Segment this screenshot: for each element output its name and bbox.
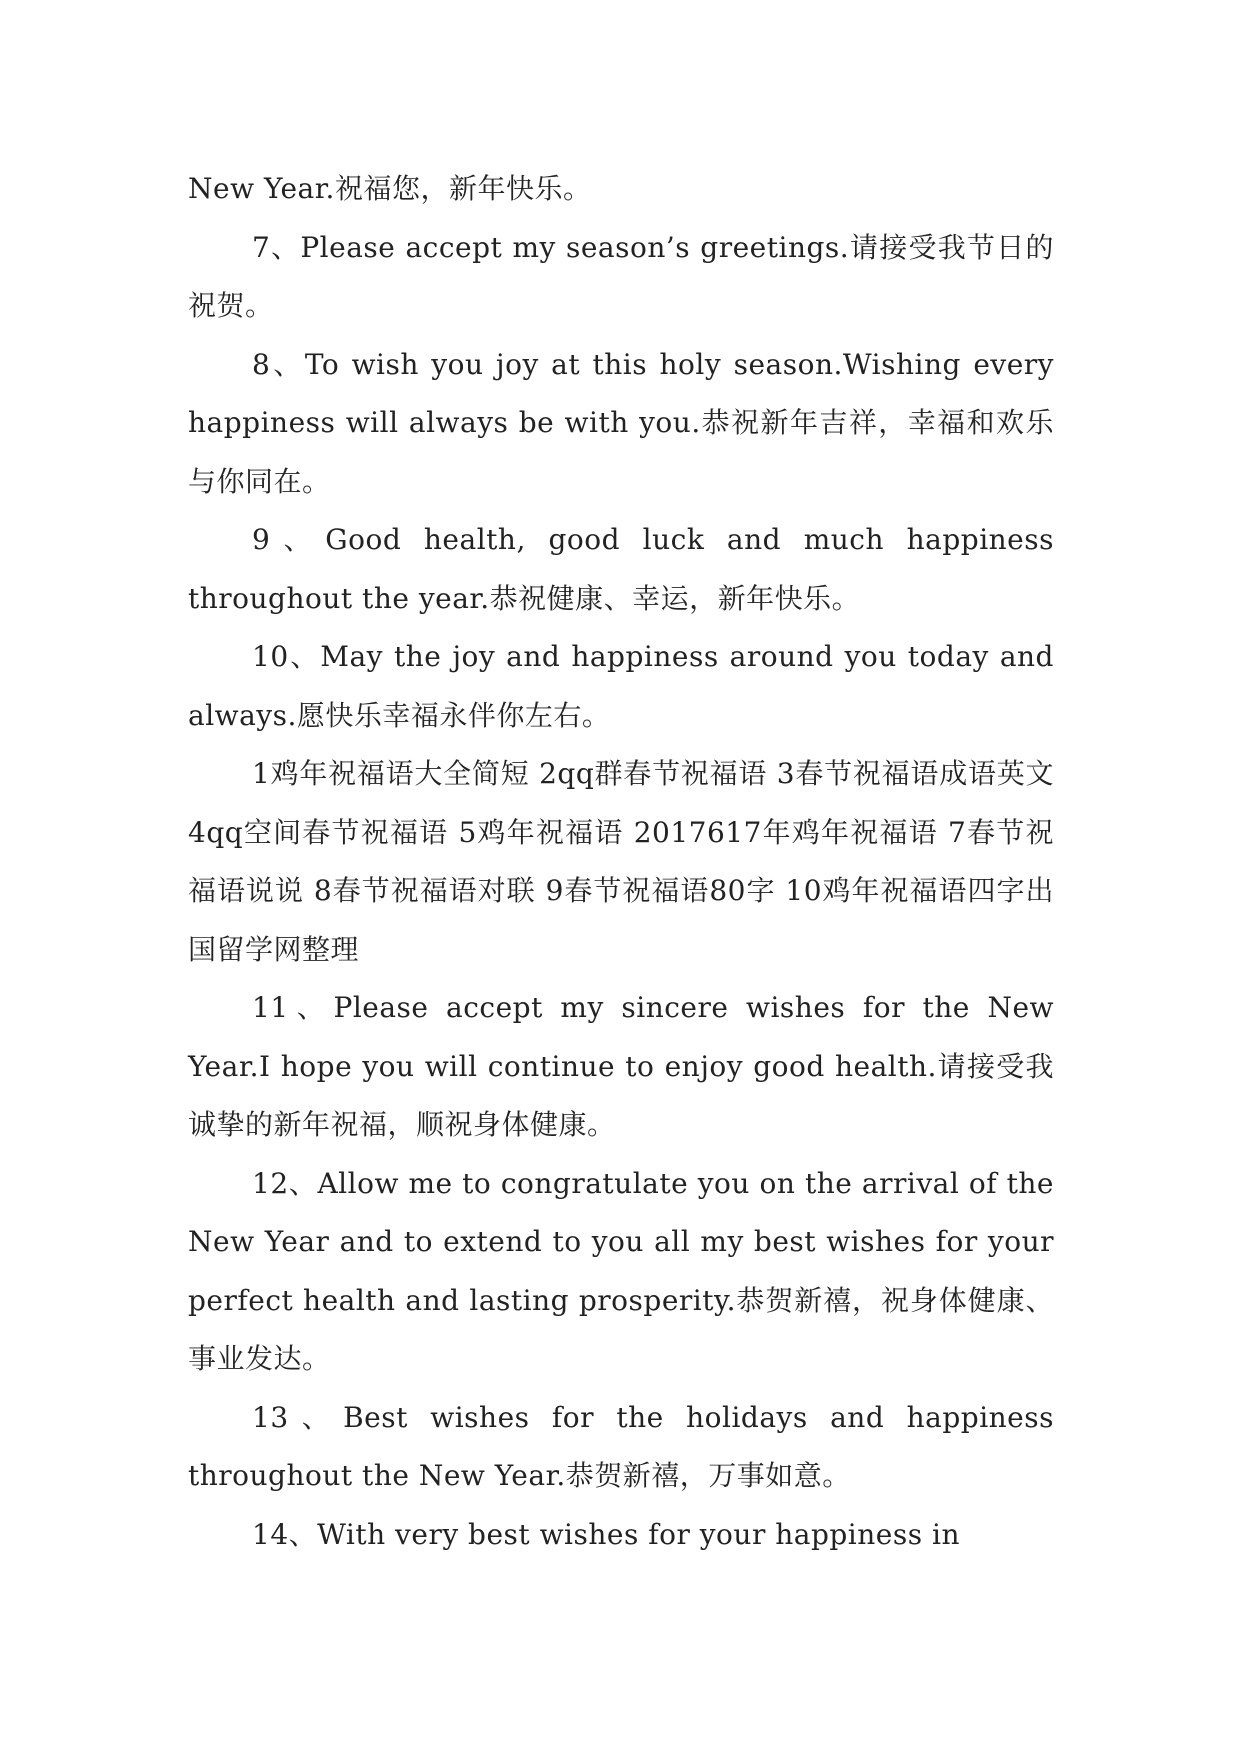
paragraph-greeting-11: 11、Please accept my sincere wishes for the New Year.I hope you will continue to enjoy good health.请接受我诚挚的新年祝福，顺祝身体健康。: [188, 991, 1054, 1141]
paragraph-greeting-10: 10、May the joy and happiness around you today and always.愿快乐幸福永伴你左右。: [188, 640, 1054, 732]
paragraph-greeting-14: 14、With very best wishes for your happiness in: [252, 1517, 960, 1551]
paragraph-greeting-9: 9、Good health, good luck and much happiness throughout the year.恭祝健康、幸运，新年快乐。: [188, 523, 1054, 615]
document-body: [188, 160, 1054, 1564]
paragraph-continuation: New Year.祝福您，新年快乐。: [188, 172, 592, 205]
paragraph-greeting-13: 13、Best wishes for the holidays and happiness throughout the New Year.恭贺新禧，万事如意。: [188, 1400, 1054, 1492]
paragraph-greeting-8: 8、To wish you joy at this holy season.Wishing every happiness will always be with you.恭祝新年吉祥，幸福和欢乐与你同在。: [188, 347, 1054, 498]
paragraph-greeting-7: 7、Please accept my season’s greetings.请接受我节日的祝贺。: [188, 230, 1054, 322]
paragraph-related-list: 1鸡年祝福语大全简短 2qq群春节祝福语 3春节祝福语成语英文 4qq空间春节祝福语 5鸡年祝福语 2017617年鸡年祝福语 7春节祝福语说说 8春节祝福语对联 9春节祝福语80字 10鸡年祝福语四字出国留学网整理: [188, 757, 1054, 966]
paragraph-greeting-12: 12、Allow me to congratulate you on the arrival of the New Year and to extend to you all my best wishes for your perfect health and lasting prosperity.恭贺新禧，祝身体健康、事业发达。: [188, 1166, 1054, 1375]
